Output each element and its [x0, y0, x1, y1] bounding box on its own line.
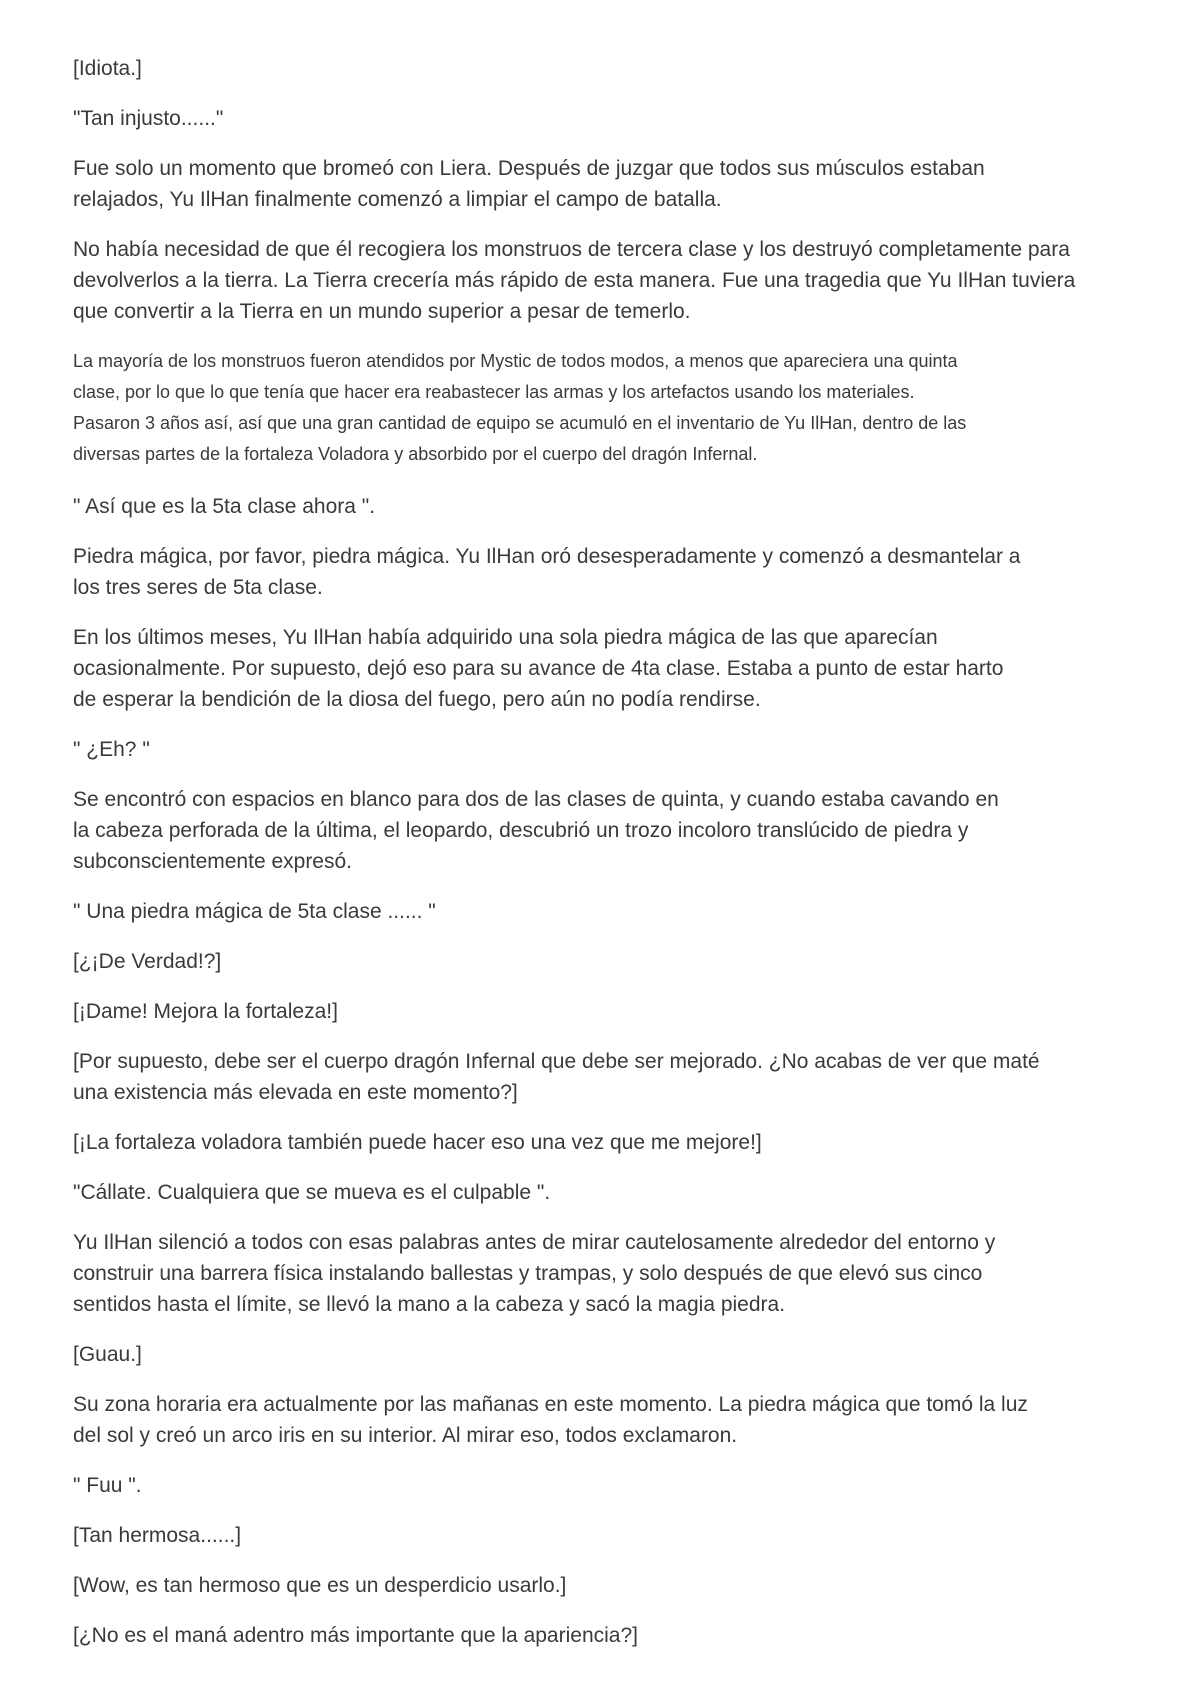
paragraph-line: devolverlos a la tierra. La Tierra crecería más rápido de esta manera. Fue una tragedia que Yu IlHan tuviera [73, 269, 1076, 292]
paragraph [73, 234, 1123, 327]
paragraph-line: [Guau.] [73, 1343, 142, 1366]
paragraph-line: [Idiota.] [73, 57, 142, 80]
paragraph [73, 1470, 1123, 1501]
paragraph [73, 1339, 1123, 1370]
paragraph [73, 153, 1123, 215]
paragraph-line: " Una piedra mágica de 5ta clase ...... " [73, 900, 436, 923]
paragraph [73, 896, 1123, 927]
paragraph-line: Fue solo un momento que bromeó con Liera. Después de juzgar que todos sus músculos estaban [73, 157, 985, 180]
paragraph [73, 103, 1123, 134]
paragraph-line: [¡Dame! Mejora la fortaleza!] [73, 1000, 338, 1023]
paragraph-line: [¿¡De Verdad!?] [73, 950, 222, 973]
paragraph-line: de esperar la bendición de la diosa del fuego, pero aún no podía rendirse. [73, 688, 761, 711]
paragraph-line: que convertir a la Tierra en un mundo superior a pesar de temerlo. [73, 300, 691, 323]
paragraph-line: " Fuu ". [73, 1474, 142, 1497]
paragraph [73, 346, 1123, 470]
paragraph [73, 53, 1123, 84]
paragraph-line: una existencia más elevada en este momento?] [73, 1081, 518, 1104]
paragraph-line: La mayoría de los monstruos fueron atendidos por Mystic de todos modos, a menos que apareciera una quinta [73, 351, 958, 371]
paragraph-line: ocasionalmente. Por supuesto, dejó eso para su avance de 4ta clase. Estaba a punto de estar harto [73, 657, 1004, 680]
paragraph-line: " Así que es la 5ta clase ahora ". [73, 495, 376, 518]
paragraph-line: " ¿Eh? " [73, 738, 150, 761]
paragraph-line: los tres seres de 5ta clase. [73, 576, 323, 599]
paragraph [73, 946, 1123, 977]
paragraph-line: [¡La fortaleza voladora también puede hacer eso una vez que me mejore!] [73, 1131, 762, 1154]
paragraph [73, 1227, 1123, 1320]
paragraph-line: clase, por lo que lo que tenía que hacer era reabastecer las armas y los artefactos usando los materiales. [73, 382, 915, 402]
paragraph-line: "Cállate. Cualquiera que se mueva es el culpable ". [73, 1181, 551, 1204]
paragraph [73, 1389, 1123, 1451]
paragraph-line: Piedra mágica, por favor, piedra mágica. Yu IlHan oró desesperadamente y comenzó a desmantelar a [73, 545, 1021, 568]
paragraph-line: No había necesidad de que él recogiera los monstruos de tercera clase y los destruyó completamente para [73, 238, 1070, 261]
paragraph-line: En los últimos meses, Yu IlHan había adquirido una sola piedra mágica de las que aparecían [73, 626, 938, 649]
paragraph [73, 541, 1123, 603]
paragraph-line: del sol y creó un arco iris en su interior. Al mirar eso, todos exclamaron. [73, 1424, 738, 1447]
paragraph-line: [Tan hermosa......] [73, 1524, 242, 1547]
paragraph [73, 1570, 1123, 1601]
paragraph-line: la cabeza perforada de la última, el leopardo, descubrió un trozo incoloro translúcido de piedra y [73, 819, 969, 842]
paragraph-line: "Tan injusto......" [73, 107, 224, 130]
paragraph-line: [Wow, es tan hermoso que es un desperdicio usarlo.] [73, 1574, 567, 1597]
paragraph-line: diversas partes de la fortaleza Voladora y absorbido por el cuerpo del dragón Infernal. [73, 444, 758, 464]
paragraph [73, 784, 1123, 877]
paragraph [73, 622, 1123, 715]
paragraph-line: Pasaron 3 años así, así que una gran cantidad de equipo se acumuló en el inventario de Yu IlHan, dentro de las [73, 413, 967, 433]
paragraph [73, 491, 1123, 522]
paragraph [73, 1127, 1123, 1158]
paragraph-line: Se encontró con espacios en blanco para dos de las clases de quinta, y cuando estaba cavando en [73, 788, 999, 811]
paragraph-line: Yu IlHan silenció a todos con esas palabras antes de mirar cautelosamente alrededor del entorno y [73, 1231, 996, 1254]
paragraph [73, 1046, 1123, 1108]
paragraph-line: relajados, Yu IlHan finalmente comenzó a limpiar el campo de batalla. [73, 188, 722, 211]
paragraph-line: subconscientemente expresó. [73, 850, 352, 873]
paragraph-line: [¿No es el maná adentro más importante que la apariencia?] [73, 1624, 638, 1647]
paragraph [73, 996, 1123, 1027]
paragraph [73, 1520, 1123, 1551]
document-body [73, 53, 1123, 1670]
paragraph-line: sentidos hasta el límite, se llevó la mano a la cabeza y sacó la magia piedra. [73, 1293, 786, 1316]
paragraph-line: Su zona horaria era actualmente por las mañanas en este momento. La piedra mágica que tomó la luz [73, 1393, 1028, 1416]
paragraph-line: construir una barrera física instalando ballestas y trampas, y solo después de que elevó sus cinco [73, 1262, 983, 1285]
paragraph [73, 734, 1123, 765]
paragraph [73, 1177, 1123, 1208]
paragraph [73, 1620, 1123, 1651]
paragraph-line: [Por supuesto, debe ser el cuerpo dragón Infernal que debe ser mejorado. ¿No acabas de ver que maté [73, 1050, 1040, 1073]
